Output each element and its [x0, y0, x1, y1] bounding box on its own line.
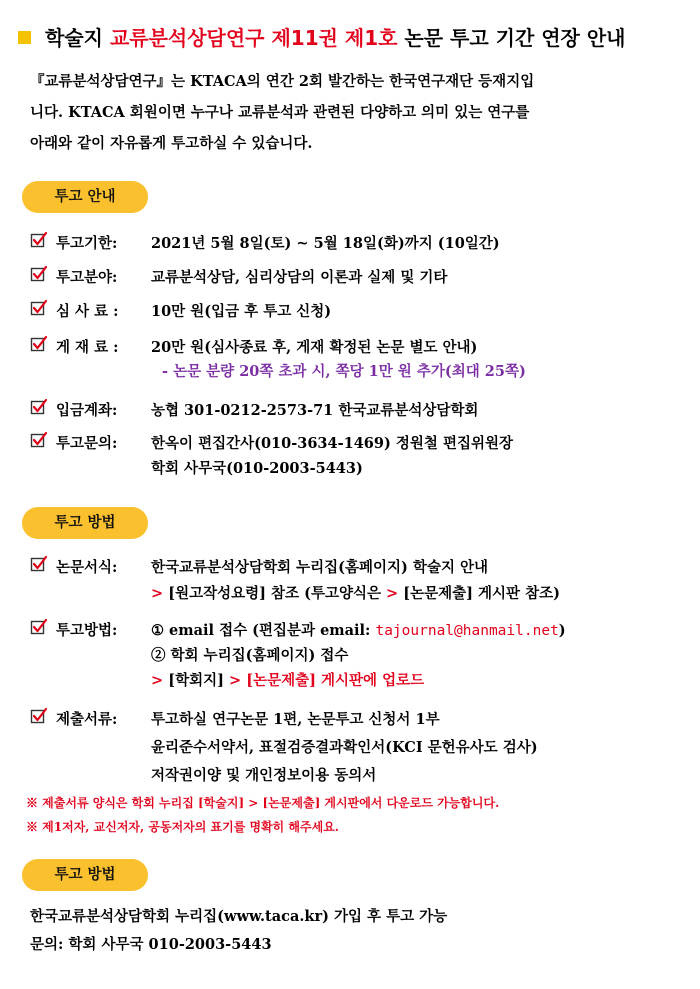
email-link[interactable]: tajournal@hanmail.net: [375, 623, 559, 639]
checkbox-icon: [30, 335, 48, 353]
inquiry-office: 학회 사무국(010-2003-5443): [151, 460, 363, 477]
journal-title-highlight: 교류분석상담연구 제11권 제1호: [109, 26, 398, 50]
checkbox-icon: [30, 431, 48, 449]
page-title: 학술지 교류분석상담연구 제11권 제1호 논문 투고 기간 연장 안내: [18, 22, 625, 51]
checkbox-icon: [30, 555, 48, 573]
checkbox-icon: [30, 265, 48, 283]
section-pill-guide: 투고 안내: [22, 181, 148, 213]
note-authors: ※ 제1저자, 교신저자, 공동저자의 표기를 명확히 해주세요.: [26, 820, 339, 834]
method-upload-path: > [학회지] > [논문제출] 게시판에 업로드: [151, 672, 425, 689]
checkbox-icon: [30, 231, 48, 249]
checkbox-icon: [30, 707, 48, 725]
notice-page: 학술지 교류분석상담연구 제11권 제1호 논문 투고 기간 연장 안내 『교류분석상담연구』는 KTACA의 연간 2회 발간하는 한국연구재단 등재지입 니다. KTACA 회원이면 누구나 교류분석과 관련된 다양하고 의미 있는 연구를 아래와 같이 자유롭게 투고하실 수 있습니다. 투고 안내 투고기한: 2021년 5월 8일(토) ~ 5월 18일(화)까지 (10일간) 투고분야: 교류분석상담, 심리상담의 이론과 실제 및 기타 심 사 료 : 10만 원(입금 후 투고 신청) 게 재 료 : 20만 원(심사종료 후, 게재 확정된 논문 별도 안내) - 논문 분량 20쪽 초과 시, 쪽당 1만 원 추가(최대 25쪽) 입금계좌: 농협 301-0212-2573-71 한국교류분석상담학회 투고문의: 한옥이 편집간사(010-3634-1469) 정원철 편집위원장 학회 사무국(010-2003-5443) 투고 방법 논문서식: 한국교류분석상담학회 누리집(홈페이지) 학술지 안내 > [원고작성요령] 참조 (투고양식은 > [논문제출] 게시판 참조) 투고방법: ① email 접수 (편집분과 email: tajournal@hanmail.net) ② 학회 누리집(홈페이지) 접수 > [학회지] > [논문제출] 게시판에 업로드 제출서류: 투고하실 연구논문 1편, 논문투고 신청서 1부 윤리준수서약서, 표절검증결과확인서(KCI 문헌유사도 검사) 저작권이양 및 개인정보이용 동의서 ※ 제출서류 양식은 학회 누리집 [학술지] > [논문제출] 게시판에서 다운로드 가능합니다. ※ 제1저자, 교신저자, 공동저자의 표기를 명확히 해주세요. 투고 방법 한국교류분석상담학회 누리집(www.taca.kr) 가입 후 투고 가능 문의: 학회 사무국 010-2003-5443: [0, 0, 700, 989]
intro-paragraph: 『교류분석상담연구』는 KTACA의 연간 2회 발간하는 한국연구재단 등재지입 니다. KTACA 회원이면 누구나 교류분석과 관련된 다양하고 의미 있는 연구를 아래와 같이 자유롭게 투고하실 수 있습니다.: [30, 73, 535, 152]
yellow-square-icon: [18, 31, 31, 44]
section-pill-method: 투고 방법: [22, 507, 148, 539]
office-contact-text: 문의: 학회 사무국 010-2003-5443: [30, 936, 272, 953]
note-download: ※ 제출서류 양식은 학회 누리집 [학술지] > [논문제출] 게시판에서 다운로드 가능합니다.: [26, 796, 500, 810]
checkbox-icon: [30, 618, 48, 636]
homepage-signup-text: 한국교류분석상담학회 누리집(www.taca.kr) 가입 후 투고 가능: [30, 908, 448, 925]
documents-list-3: 저작권이양 및 개인정보이용 동의서: [151, 767, 377, 784]
method-homepage: ② 학회 누리집(홈페이지) 접수: [151, 647, 349, 664]
checkbox-icon: [30, 299, 48, 317]
checkbox-icon: [30, 398, 48, 416]
publish-fee-note: - 논문 분량 20쪽 초과 시, 쪽당 1만 원 추가(최대 25쪽): [162, 363, 526, 380]
section-pill-method-2: 투고 방법: [22, 859, 148, 891]
documents-list-2: 윤리준수서약서, 표절검증결과확인서(KCI 문헌유사도 검사): [151, 739, 538, 756]
format-reference: > [원고작성요령] 참조 (투고양식은 > [논문제출] 게시판 참조): [151, 585, 560, 602]
